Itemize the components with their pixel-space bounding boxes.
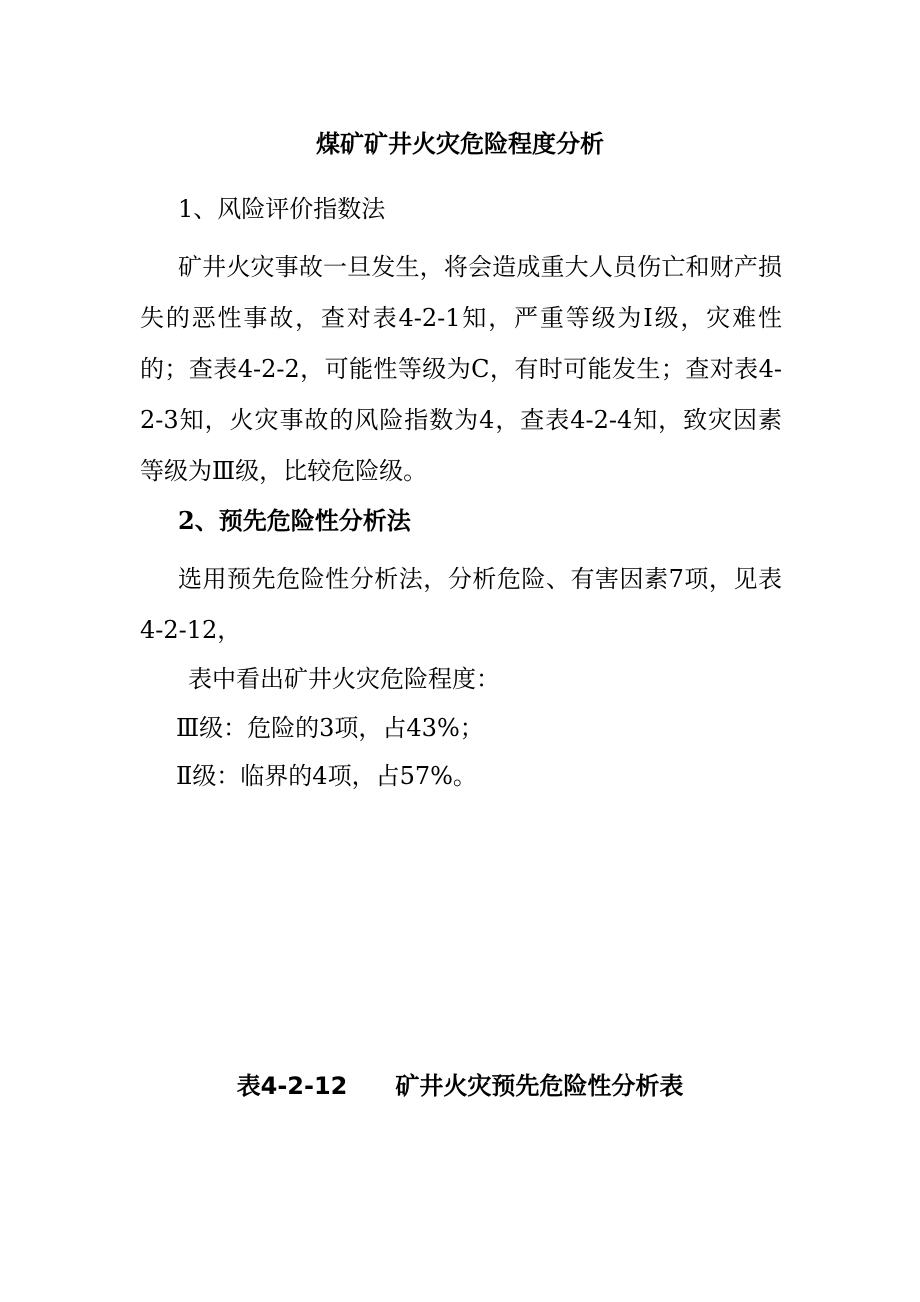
summary-intro: 表中看出矿井火灾危险程度： bbox=[188, 665, 500, 693]
table-caption: 表4-2-12 矿井火灾预先危险性分析表 bbox=[236, 1072, 684, 1100]
level3-line: Ⅲ级：危险的3项，占43%； bbox=[176, 714, 484, 742]
section2-paragraph: 选用预先危险性分析法，分析危险、有害因素7项，见表4-2-12， bbox=[140, 565, 782, 644]
section1-paragraph: 矿井火灾事故一旦发生，将会造成重大人员伤亡和财产损失的恶性事故，查对表4-2-1知，严重等级为Ⅰ级，灾难性的；查表4-2-2，可能性等级为C，有时可能发生；查对表4-2-3知，火灾事故的风险指数为4，查表4-2-4知，致灾因素等级为Ⅲ级，比较危险级。 bbox=[140, 253, 782, 485]
section2-heading: 2、预先危险性分析法 bbox=[178, 506, 411, 535]
level2-line: Ⅱ级：临界的4项，占57%。 bbox=[176, 762, 477, 790]
document-title: 煤矿矿井火灾危险程度分析 bbox=[316, 129, 604, 158]
section1-heading: 1、风险评价指数法 bbox=[178, 195, 386, 223]
